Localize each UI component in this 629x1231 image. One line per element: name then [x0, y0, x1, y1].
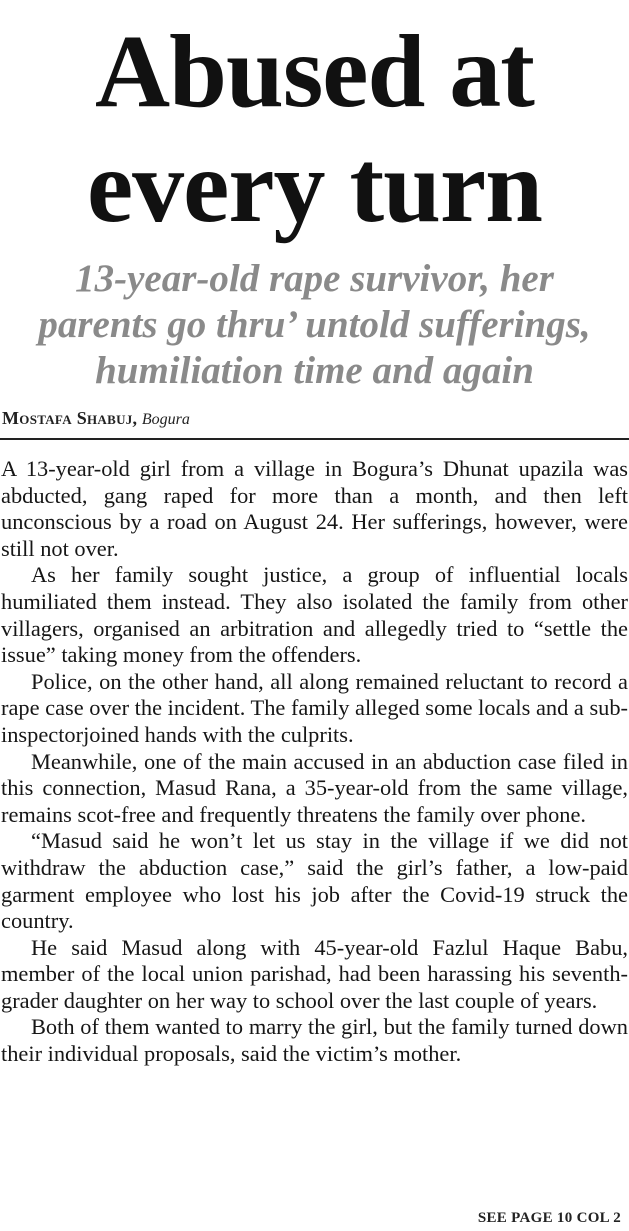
- byline-divider: [0, 438, 629, 440]
- article-paragraph-3: Police, on the other hand, all along remained reluctant to record a rape case over the incident. The family alleged some locals and a sub-inspectorjoined hands with the culprits.: [1, 668, 628, 747]
- headline: [0, 0, 629, 244]
- article-paragraph-5: “Masud said he won’t let us stay in the village if we did not withdraw the abduction case,” said the girl’s father, a low-paid garment employee who lost his job after the Covid-19 struck the country.: [1, 828, 628, 934]
- continuation-note: SEE PAGE 10 COL 2: [477, 1210, 621, 1226]
- byline-author: Mostafa Shabuj,: [2, 408, 138, 428]
- article-body: [0, 456, 629, 1068]
- article-paragraph-4: Meanwhile, one of the main accused in an abduction case filed in this connection, Masud Rana, a 35-year-old from the same village, remains scot-free and frequently threatens the family over phone.: [1, 748, 628, 827]
- article-paragraph-1: A 13-year-old girl from a village in Bogura’s Dhunat upazila was abducted, gang raped for more than a month, and then left unconscious by a road on August 24. Her sufferings, however, were still not over.: [1, 456, 628, 561]
- byline-location: Bogura: [141, 411, 190, 428]
- headline-line-2: every turn: [87, 129, 542, 244]
- article-paragraph-6: He said Masud along with 45-year-old Fazlul Haque Babu, member of the local union parishad, had been harassing his seventh-grader daughter on her way to school over the last couple of years.: [1, 934, 628, 1013]
- subheadline-line-1: 13-year-old rape survivor, her: [75, 257, 554, 300]
- subheadline-line-2: parents go thru’ untold sufferings,: [38, 303, 591, 346]
- article-paragraph-7: Both of them wanted to marry the girl, but the family turned down their individual proposals, said the victim’s mother.: [1, 1014, 628, 1067]
- subheadline: [0, 256, 629, 394]
- subheadline-line-3: humiliation time and again: [95, 349, 534, 392]
- byline: [2, 408, 629, 430]
- article-paragraph-2: As her family sought justice, a group of influential locals humiliated them instead. They also isolated the family from other villagers, organised an arbitration and allegedly tried to “settle the issue” taking money from the offenders.: [1, 562, 628, 668]
- headline-line-1: Abused at: [95, 14, 534, 129]
